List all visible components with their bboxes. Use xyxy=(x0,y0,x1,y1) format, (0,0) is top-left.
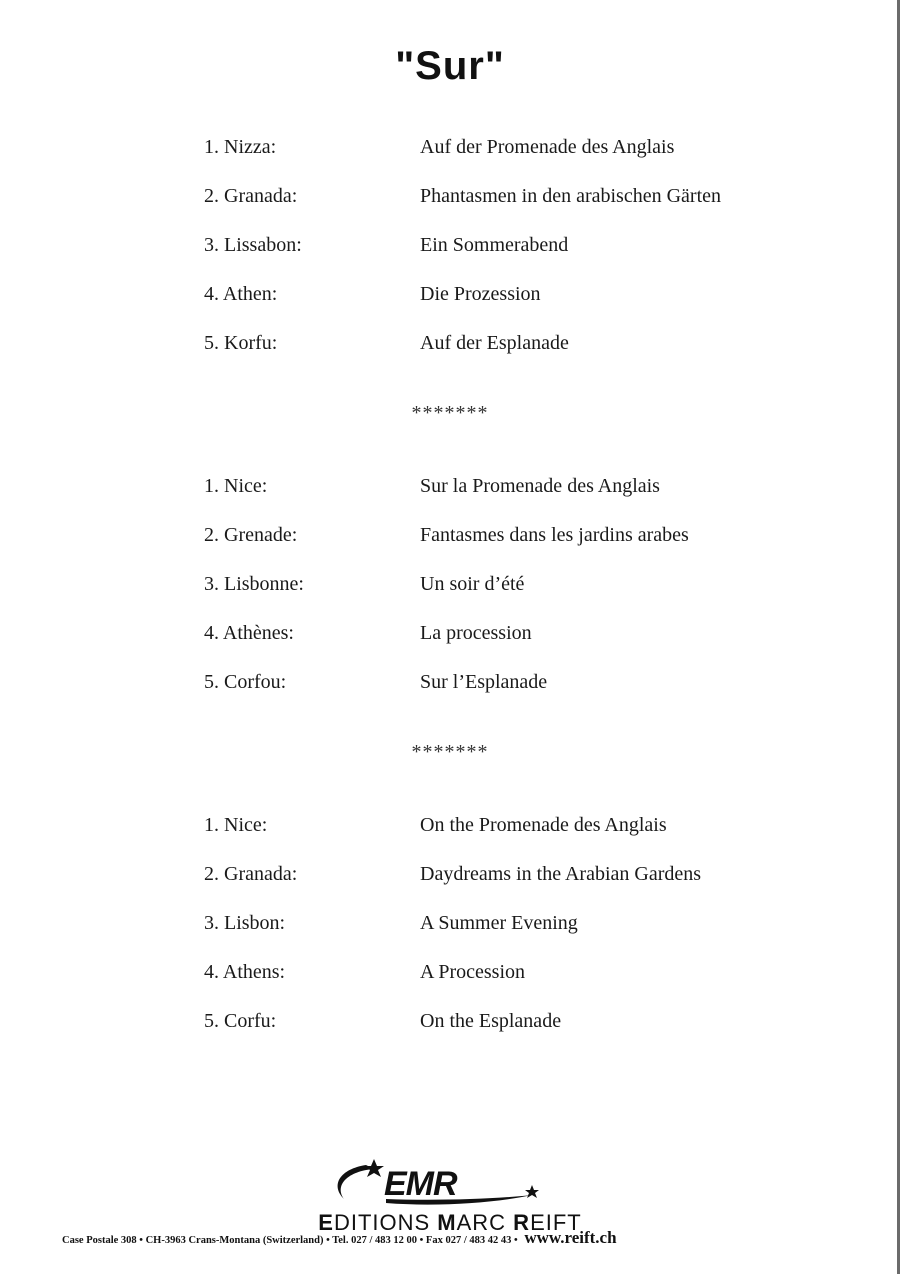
publisher-initial: R xyxy=(513,1210,531,1235)
emr-logo-icon xyxy=(326,1155,556,1211)
item-title: Auf der Esplanade xyxy=(420,332,569,354)
item-number: 1. Nice: xyxy=(204,475,268,497)
section-french xyxy=(0,475,900,720)
list-item xyxy=(0,573,900,622)
page-title: "Sur" xyxy=(395,44,505,88)
list-item xyxy=(0,283,900,332)
item-number: 2. Granada: xyxy=(204,863,298,885)
footer xyxy=(62,1228,892,1248)
list-item xyxy=(0,524,900,573)
item-number: 4. Athen: xyxy=(204,283,278,305)
item-title: Daydreams in the Arabian Gardens xyxy=(420,863,702,885)
item-title: Sur la Promenade des Anglais xyxy=(420,475,660,497)
list-item xyxy=(0,622,900,671)
publisher-initial: M xyxy=(437,1210,457,1235)
publisher-initial: E xyxy=(318,1210,334,1235)
list-item xyxy=(0,136,900,185)
item-title: Un soir d’été xyxy=(420,573,525,595)
section-english xyxy=(0,814,900,1059)
item-number: 1. Nice: xyxy=(204,814,268,836)
list-item xyxy=(0,332,900,381)
item-number: 4. Athens: xyxy=(204,961,286,983)
logo-text: EMR xyxy=(384,1165,457,1203)
item-title: A Procession xyxy=(420,961,525,983)
item-title: Ein Sommerabend xyxy=(420,234,569,256)
item-title: Die Prozession xyxy=(420,283,541,305)
item-number: 5. Corfu: xyxy=(204,1010,277,1032)
item-title: Sur l’Esplanade xyxy=(420,671,548,693)
publisher-logo xyxy=(0,1155,900,1215)
item-number: 4. Athènes: xyxy=(204,622,294,644)
list-item xyxy=(0,863,900,912)
item-title: La procession xyxy=(420,622,532,644)
publisher-part: DITIONS xyxy=(333,1210,438,1235)
separator-stars: ******* xyxy=(411,402,489,424)
item-number: 5. Corfou: xyxy=(204,671,287,693)
item-number: 1. Nizza: xyxy=(204,136,277,158)
list-item xyxy=(0,1010,900,1059)
section-german xyxy=(0,136,900,381)
item-title: A Summer Evening xyxy=(420,912,578,934)
item-title: On the Promenade des Anglais xyxy=(420,814,667,836)
item-title: Phantasmen in den arabischen Gärten xyxy=(420,185,722,207)
item-number: 3. Lisbonne: xyxy=(204,573,304,595)
publisher-part: ARC xyxy=(456,1210,514,1235)
item-number: 3. Lissabon: xyxy=(204,234,302,256)
footer-address: Case Postale 308 • CH-3963 Crans-Montana (Switzerland) • Tel. 027 / 483 12 00 • Fax 027 / 483 42 43 • xyxy=(62,1235,518,1246)
item-number: 2. Grenade: xyxy=(204,524,298,546)
list-item xyxy=(0,185,900,234)
item-number: 2. Granada: xyxy=(204,185,298,207)
item-title: Fantasmes dans les jardins arabes xyxy=(420,524,689,546)
item-number: 5. Korfu: xyxy=(204,332,278,354)
footer-website-link[interactable]: www.reift.ch xyxy=(524,1228,617,1247)
item-title: On the Esplanade xyxy=(420,1010,562,1032)
list-item xyxy=(0,814,900,863)
list-item xyxy=(0,912,900,961)
list-item xyxy=(0,234,900,283)
item-number: 3. Lisbon: xyxy=(204,912,286,934)
item-title: Auf der Promenade des Anglais xyxy=(420,136,675,158)
list-item xyxy=(0,961,900,1010)
list-item xyxy=(0,475,900,524)
publisher-part: EIFT xyxy=(530,1210,582,1235)
separator-stars: ******* xyxy=(411,741,489,763)
list-item xyxy=(0,671,900,720)
